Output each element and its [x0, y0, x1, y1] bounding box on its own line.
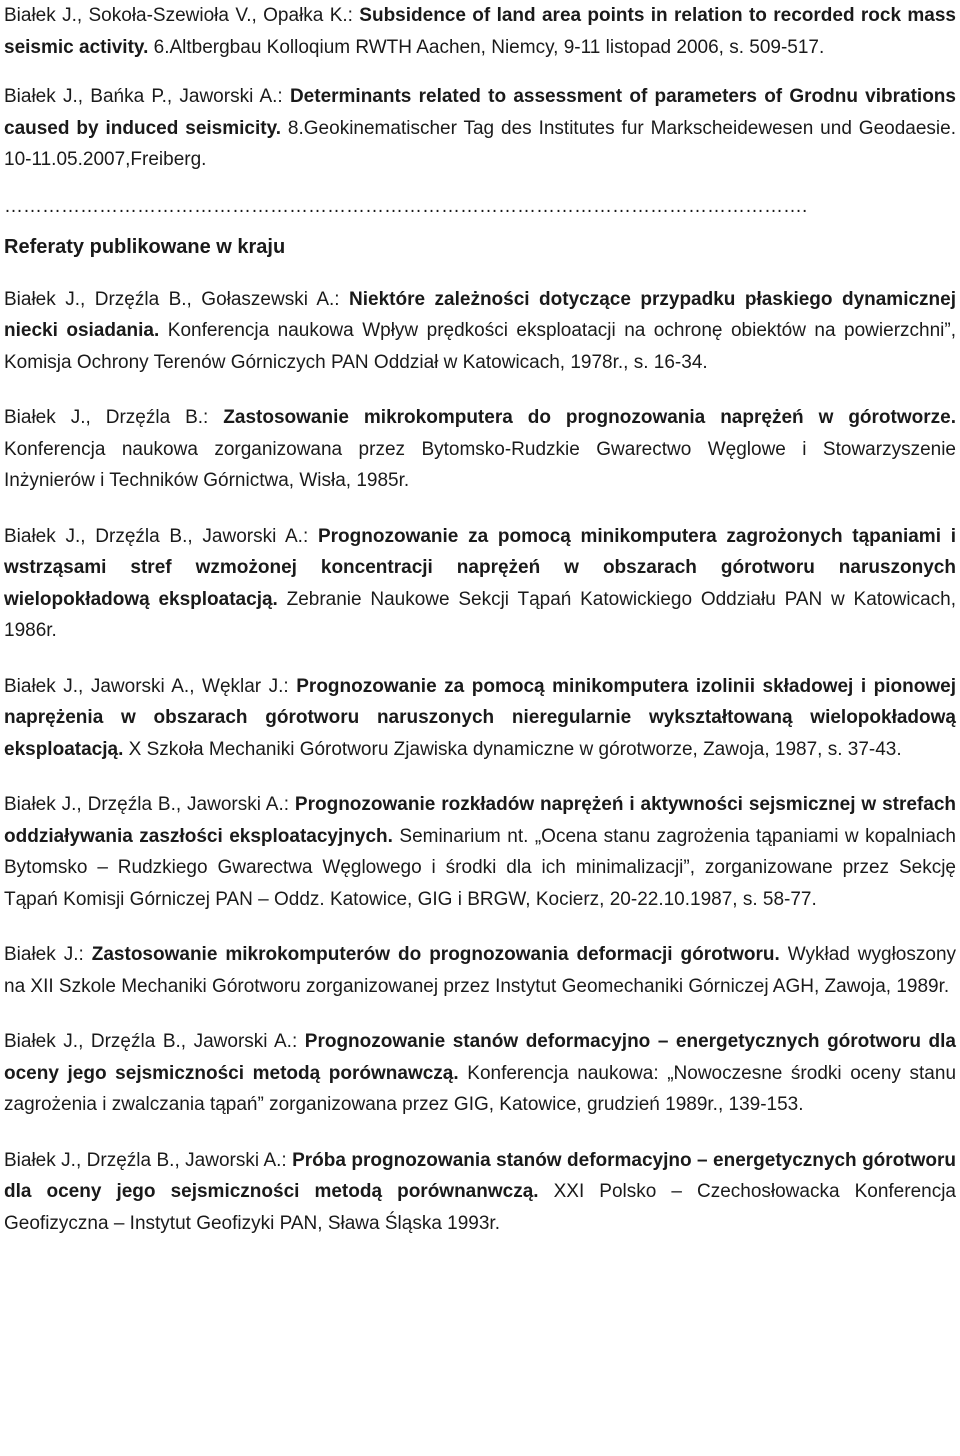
- reference-details: Wykład wygłoszony na XII Szkole Mechaniki Górotworu zorganizowanej przez Instytut Geomechaniki Górniczej AGH, Zawoja, 1989r.: [4, 944, 957, 997]
- reference-authors: Białek J., Drzęźla B., Gołaszewski A.:: [4, 288, 350, 310]
- reference-entry: [4, 521, 956, 647]
- reference-entry: [4, 939, 956, 1002]
- reference-title: Prognozowanie za pomocą minikomputera izolinii składowej i pionowej naprężenia w obszarach górotworu naruszonych nieregularnie wykształtowaną wielopokładową eksploatacją.: [4, 675, 956, 760]
- reference-authors: Białek J.:: [4, 944, 92, 965]
- reference-title: Próba prognozowania stanów deformacyjno – energetycznych górotworu dla oceny jego sejsmiczności metodą porównanwczą.: [4, 1149, 956, 1202]
- reference-entry: [4, 789, 956, 915]
- reference-entry: [4, 1026, 956, 1121]
- reference-authors: Białek J., Bańka P., Jaworski A.:: [4, 86, 290, 107]
- section-heading: Referaty publikowane w kraju: [4, 235, 286, 258]
- reference-details: Konferencja naukowa: „Nowoczesne środki oceny stanu zagrożenia i zwalczania tąpań” zorganizowana przez GIG, Katowice, grudzień 1989r., 139-153.: [4, 1062, 957, 1115]
- reference-authors: Białek J., Drzęźla B., Jaworski A.:: [4, 525, 318, 547]
- reference-entry: [4, 402, 956, 497]
- reference-entry: [4, 1145, 956, 1240]
- reference-details: Konferencja naukowa Wpływ prędkości eksploatacji na ochronę obiektów na powierzchni”, Komisja Ochrony Terenów Górniczych PAN Oddział w Katowicach, 1978r., s. 16-34.: [4, 320, 956, 373]
- document-page: [4, 0, 956, 1239]
- reference-authors: Białek J., Jaworski A., Węklar J.:: [4, 675, 297, 697]
- reference-title: Zastosowanie mikrokomputera do prognozowania naprężeń w górotworze.: [223, 407, 956, 428]
- reference-title: Prognozowanie za pomocą minikomputera zagrożonych tąpaniami i wstrząsami stref wzmożonej koncentracji naprężeń w obszarach górotworu naruszonych wielopokładową eksploatacją.: [4, 525, 956, 610]
- dotted-separator: ……………………………………………………………………………………………………………….: [4, 195, 808, 217]
- reference-title: Prognozowanie stanów deformacyjno – energetycznych górotworu dla oceny jego sejsmiczności metodą porównawczą.: [4, 1031, 956, 1084]
- reference-title: Niektóre zależności dotyczące przypadku płaskiego dynamicznej niecki osiadania.: [4, 288, 956, 341]
- reference-details: 6.Altbergbau Kolloqium RWTH Aachen, Niemcy, 9-11 listopad 2006, s. 509-517.: [148, 36, 825, 58]
- reference-details: X Szkoła Mechaniki Górotworu Zjawiska dynamiczne w górotworze, Zawoja, 1987, s. 37-43.: [123, 738, 902, 760]
- reference-entry: [4, 0, 956, 63]
- reference-authors: Białek J., Sokoła-Szewioła V., Opałka K.:: [4, 5, 360, 26]
- reference-details: Konferencja naukowa zorganizowana przez Bytomsko-Rudzkie Gwarectwo Węglowe i Stowarzyszenie Inżynierów i Techników Górnictwa, Wisła, 1985r.: [4, 438, 956, 491]
- reference-title: Determinants related to assessment of parameters of Grodnu vibrations caused by induced seismicity.: [4, 86, 956, 139]
- reference-title: Subsidence of land area points in relation to recorded rock mass seismic activity.: [4, 5, 956, 58]
- reference-details: Seminarium nt. „Ocena stanu zagrożenia tąpaniami w kopalniach Bytomsko – Rudzkiego Gwarectwa Węglowego i środki dla ich minimalizacji”, zorganizowane przez Sekcję Tąpań Komisji Górniczej PAN – Oddz. Katowice, GIG i BRGW, Kocierz, 20-22.10.1987, s. 58-77.: [4, 825, 956, 910]
- reference-entry: [4, 671, 956, 766]
- reference-details: 8.Geokinematischer Tag des Institutes fur Markscheidewesen und Geodaesie. 10-11.05.2007,Freiberg.: [4, 117, 956, 170]
- reference-details: Zebranie Naukowe Sekcji Tąpań Katowickiego Oddziału PAN w Katowicach, 1986r.: [4, 588, 956, 641]
- reference-authors: Białek J., Drzęźla B., Jaworski A.:: [4, 1149, 293, 1171]
- reference-title: Prognozowanie rozkładów naprężeń i aktywności sejsmicznej w strefach oddziaływania zaszłości eksploatacyjnych.: [4, 794, 956, 847]
- reference-authors: Białek J., Drzęźla B.:: [4, 407, 224, 428]
- reference-details: XXI Polsko – Czechosłowacka Konferencja Geofizyczna – Instytut Geofizyki PAN, Sława Śląska 1993r.: [4, 1181, 956, 1234]
- reference-authors: Białek J., Drzęźla B., Jaworski A.:: [4, 1031, 305, 1052]
- reference-title: Zastosowanie mikrokomputerów do prognozowania deformacji górotworu.: [91, 944, 780, 965]
- reference-entry: [4, 81, 956, 176]
- reference-authors: Białek J., Drzęźla B., Jaworski A.:: [4, 794, 295, 815]
- reference-entry: [4, 284, 956, 379]
